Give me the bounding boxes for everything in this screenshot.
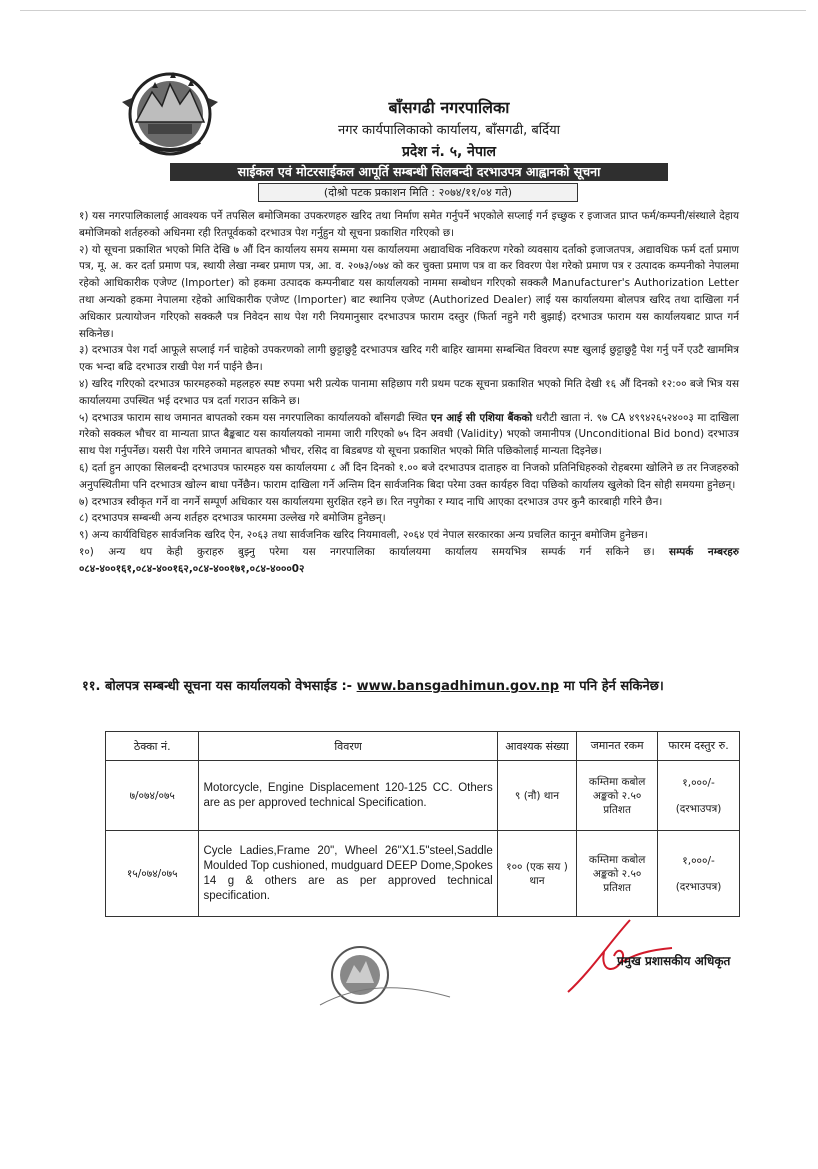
clause-7: ७) दरभाउत्र स्वीकृत गर्ने वा नगर्ने सम्पूर्ण अधिकार यस कार्यालयमा सुरक्षित रहने छ। रित नपुगेका र म्याद नाघि आएका दरभाउत्र उपर कुनै कारबाही गरिने छैन। (79, 495, 663, 508)
deposit-line-3: प्रतिशत (603, 881, 632, 894)
deposit-line-2: अङ्कको २.५० (592, 789, 642, 802)
clause-5 (79, 410, 739, 460)
org-name: बाँसगढी नगरपालिका (388, 98, 510, 117)
clause-3: ३) दरभाउत्र पेश गर्दा आफूले सप्लाई गर्न चाहेको उपकरणको लागी छुट्टाछुट्टै दरभाउपत्र खरिद गरी बाहिर खाममा सम्बन्धित विवरण स्पष्ट खुलाई छुट्टाछुट्टै पेश गर्नु पर्ने एउटै खाममित्र एक भन्दा बढि दरभाउत्र राखी पेश गर्न पाईने छैन। (79, 344, 739, 374)
signatory-title: प्रमुख प्रशासकीय अधिकृत (617, 954, 731, 968)
description-cell: Cycle Ladies,Frame 20", Wheel 26"X1.5"steel,Saddle Moulded Top cushioned, mudguard DEEP Dome,Spokes 14 g & others are as per approved technical specification. (199, 831, 497, 917)
form-fee-cell (658, 831, 740, 917)
notice-body (79, 208, 739, 578)
province-name: प्रदेश नं. ५, नेपाल (401, 144, 497, 160)
clause-4: ४) खरिद गरिएको दरभाउत्र फारमहरुको महलहरु स्पष्ट रुपमा भरी प्रत्येक पानामा सहिछाप गरी प्रथम पटक सूचना प्रकाशित भएको मिति देखी १६ औं दिनको १२:०० बजे भित्र यस कार्यालयमा उपस्थित भई दरभाउ पत्र दर्ता गराउन सकिने छ। (79, 377, 739, 407)
clause-2: २) यो सूचना प्रकाशित भएको मिति देखि ७ औं दिन कार्यालय समय सम्ममा यस कार्यालयमा अद्यावधिक नविकरण गरेको व्यवसाय दर्ताको इजाजतपत्र, अद्यावधिक फर्म दर्ता प्रमाण पत्र, मू. अ. कर दर्ता प्रमाण पत्र, स्थायी लेखा नम्बर प्रमाण पत्र, आ. व. २०७३/०७४ को कर चुक्ता प्रमाण पत्र वा कर विवरण पेश गरेको प्रमाण पत्र र उत्पादक कम्पनीको नेपालमा रहेको आधिकारीक एजेण्ट (Importer) को हकमा उत्पादक कम्पनीबाट यस कार्यालयको नाममा सम्बोधन गरिएको सक्कलै Manufacturer's Authorization Letter तथा अन्यको हकमा नेपालमा रहेको आधिकारीक एजेण्ट (Importer) बाट स्थानिय एजेण्ट (Authorized Dealer) लाई यस कार्यालयमा बोलपत्र खरिद तथा दाखिला गर्न अधिकार प्रत्यायोजन गरिएको सक्कलै पत्र निवेदन साथ पेश गरी नियमानुसार दरभाउपत्र फाराम दस्तुर (फिर्ता नहुने गरी बुझाई) दरभाउत्र फाराम यस कार्यालयबाट प्राप्त गर्न सकिनेछ। (79, 243, 739, 340)
clause-10-text: १०) अन्य थप केही कुराहरु बुझ्नु परेमा यस नगरपालिका कार्यालयमा कार्यालय समयभित्र सम्पर्क गर्न सकिने छ। (79, 545, 655, 558)
clause-11-text-a: ११. बोलपत्र सम्बन्धी सूचना यस कार्यालयको वेभसाईड :- (82, 679, 353, 694)
col-header-description: विवरण (199, 732, 497, 761)
clause-11-text-b: मा पनि हेर्न सकिनेछ। (563, 679, 664, 694)
col-header-form-fee: फारम दस्तुर रु. (658, 732, 740, 761)
clause-6: ६) दर्ता हुन आएका सिलबन्दी दरभाउपत्र फारमहरु यस कार्यालयमा ८ औं दिन दिनको १.०० बजे दरभाउपत्र दाताहरु वा निजको प्रतिनिधिहरुको रोहबरमा खोलिने छ तर निजहरुको अनुपस्थितीमा पनि दरभाउत्र खोल्न बाधा पर्नेछैन। फाराम दाखिला गर्ने अन्तिम दिन सार्वजनिक बिदा परेमा उक्त कार्यहरु विदा पछिको कार्यालय खुलेको दिन सोही समयमा हुनेछन्। (79, 461, 739, 491)
office-stamp-seal (300, 935, 455, 1050)
deposit-line-2: अङ्कको २.५० (592, 867, 642, 880)
notice-title-banner: साईकल एवं मोटरसाईकल आपूर्ति सम्बन्धी सिलबन्दी दरभाउपत्र आह्वानको सूचना (170, 163, 668, 181)
contact-numbers: सम्पर्क नम्बरहरु ०८४-४००१६१,०८४-४००१६२,०८४-४००१७१,०८४-४०००0२ (79, 545, 739, 575)
description-cell: Motorcycle, Engine Displacement 120-125 CC. Others are as per approved technical Specification. (199, 761, 497, 831)
contract-no-cell: १५/०७४/०७५ (106, 831, 199, 917)
tender-table (105, 731, 740, 917)
deposit-line-1: कम्तिमा कबोल (588, 775, 646, 788)
form-fee-note: (दरभाउपत्र) (675, 802, 722, 815)
office-name: नगर कार्यपालिकाको कार्यालय, बाँसगढी, बर्दिया (338, 123, 560, 138)
col-header-quantity: आवश्यक संख्या (497, 732, 576, 761)
quantity-cell: १०० (एक सय ) थान (497, 831, 576, 917)
deposit-cell (577, 761, 658, 831)
deposit-line-1: कम्तिमा कबोल (588, 853, 646, 866)
bank-name: एन आई सी एशिया बैंकको (430, 411, 533, 424)
form-fee-note: (दरभाउपत्र) (675, 880, 722, 893)
quantity-cell: ९ (नौ) थान (497, 761, 576, 831)
scan-edge-line (20, 10, 806, 11)
deposit-line-3: प्रतिशत (603, 803, 632, 816)
clause-8: ८) दरभाउपत्र सम्बन्धी अन्य शर्तहरु दरभाउत्र फारममा उल्लेख गरे बमोजिम हुनेछन्। (79, 512, 386, 525)
clause-9: ९) अन्य कार्यविधिहरु सार्वजनिक खरिद ऐन, २०६३ तथा सार्वजनिक खरिद नियमावली, २०६४ एवं नेपाल सरकारका अन्य प्रचलित कानून बमोजिम हुनेछन। (79, 529, 648, 542)
republication-date: (दोश्रो पटक प्रकाशन मिति : २०७४/११/०४ गते) (258, 183, 578, 202)
clause-5-text-a: ५) दरभाउत्र फाराम साथ जमानत बापतको रकम यस नगरपालिका कार्यालयको बाँसगढी स्थित (79, 411, 428, 424)
deposit-cell (577, 831, 658, 917)
form-fee-amount: १,०००/- (682, 776, 715, 789)
clause-1: १) यस नगरपालिकालाई आवश्यक पर्ने तपसिल बमोजिमका उपकरणहरु खरिद तथा निर्माण समेत गर्नुपर्ने भएकोले सप्लाई गर्न इच्छुक र इजाजत प्राप्त फर्म/कम्पनी/संस्थाले देहाय बमोजिमको शर्तहरुको अधिनमा रही रितपूर्वकको दरभाउत्र पेश गर्नुहुन यो सूचना प्रकाशित गरिएको छ। (79, 210, 739, 239)
contract-no-cell: ७/०७४/०७५ (106, 761, 199, 831)
website-link[interactable]: www.bansgadhimun.gov.np (356, 679, 560, 694)
col-header-deposit: जमानत रकम (577, 732, 658, 761)
table-row (106, 831, 740, 917)
clause-5-text-b: धरौटी खाता नं. ९७ CA ४९९४२६५२४००३ मा दाखिला गरेको सक्कल भौचर वा मान्यता प्राप्त बैङ्कबाट यस कार्यालयको नाममा जारी गरिएको ७५ दिन अवधी (Validity) भएको जमानीपत्र (Unconditional Bid bond) दरभाउत्र साथ पेश गर्नुपर्नेछ। यसरी पेश गरिने जमानत बापतको भौचर, रसिद वा बिडबण्ड यो सूचना प्रकाशित भएको मिति पछिकोलाई मान्यता दिइनेछ। (79, 411, 739, 458)
col-header-contract-no: ठेक्का नं. (106, 732, 199, 761)
form-fee-cell (658, 761, 740, 831)
clause-11 (82, 676, 742, 694)
clause-10 (79, 544, 739, 578)
form-fee-amount: १,०००/- (682, 854, 715, 867)
table-row (106, 761, 740, 831)
table-header-row (106, 732, 740, 761)
